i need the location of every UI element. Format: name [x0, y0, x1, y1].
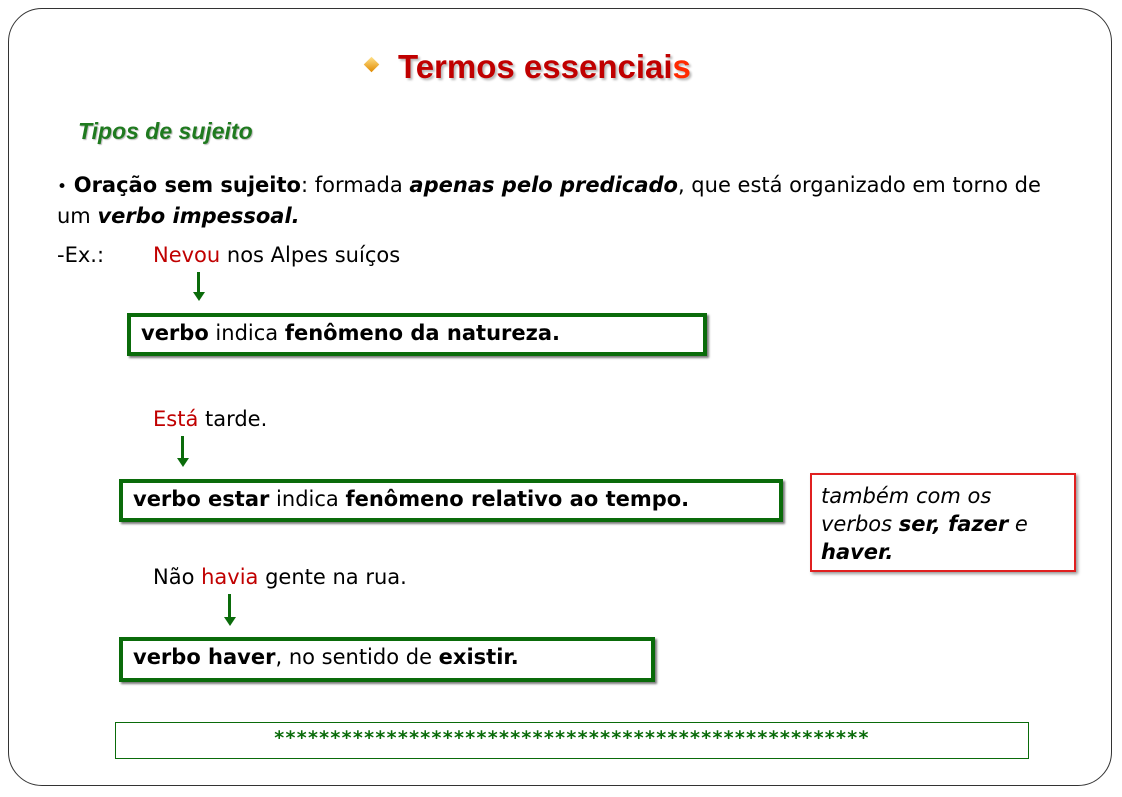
explanation-box-3: [119, 637, 655, 682]
explanation-box-2: [119, 479, 783, 522]
note-bold-2: haver.: [821, 540, 894, 564]
example-prefix: -Ex.:: [57, 243, 105, 267]
explanation-box-1: [127, 313, 707, 356]
footer-stars-divider: *****************************************************: [115, 722, 1029, 759]
note-text-2: e: [1008, 512, 1028, 536]
definition-emphasis-1: apenas pelo predicado: [409, 173, 678, 197]
bullet: •: [57, 177, 68, 197]
example-sentence-2: [153, 407, 267, 431]
down-arrow-icon: [224, 594, 236, 627]
box1-bold-1: verbo: [141, 321, 209, 345]
note-bold-1: ser, fazer: [898, 512, 1009, 536]
example-verb-3: havia: [201, 565, 259, 589]
box1-text: indica: [208, 321, 285, 345]
example-rest-2: tarde.: [198, 407, 268, 431]
title-text: Termos essenciai: [398, 48, 673, 85]
box2-text: indica: [269, 487, 346, 511]
example-sentence-3: [153, 565, 407, 589]
example-verb-2: Está: [153, 407, 199, 431]
page-title: [398, 48, 691, 86]
definition-colon-text: : formada: [300, 173, 410, 197]
example-sentence-1: [153, 243, 400, 267]
definition-term: Oração sem sujeito: [73, 173, 301, 197]
title-last-letter: s: [672, 48, 691, 85]
box1-bold-2: fenômeno da natureza.: [284, 321, 560, 345]
down-arrow-icon: [177, 436, 189, 468]
example-rest-1: nos Alpes suíços: [220, 243, 401, 267]
example-before-3: Não: [153, 565, 202, 589]
definition-paragraph: [57, 171, 1047, 231]
note-box: [810, 473, 1076, 572]
example-verb-1: Nevou: [153, 243, 221, 267]
note-text-1: também com os verbos: [821, 484, 992, 536]
definition-mid-text: , que está organizado em torno de um: [57, 173, 1041, 228]
box3-text: , no sentido de: [275, 645, 439, 669]
box3-bold-2: existir.: [438, 645, 519, 669]
box2-bold-2: fenômeno relativo ao tempo.: [345, 487, 690, 511]
box2-bold-1: verbo estar: [133, 487, 270, 511]
example-rest-3: gente na rua.: [258, 565, 407, 589]
down-arrow-icon: [193, 272, 205, 302]
box3-bold-1: verbo haver: [133, 645, 276, 669]
section-subtitle: Tipos de sujeito: [78, 118, 253, 144]
definition-emphasis-2: verbo impessoal.: [97, 204, 300, 228]
